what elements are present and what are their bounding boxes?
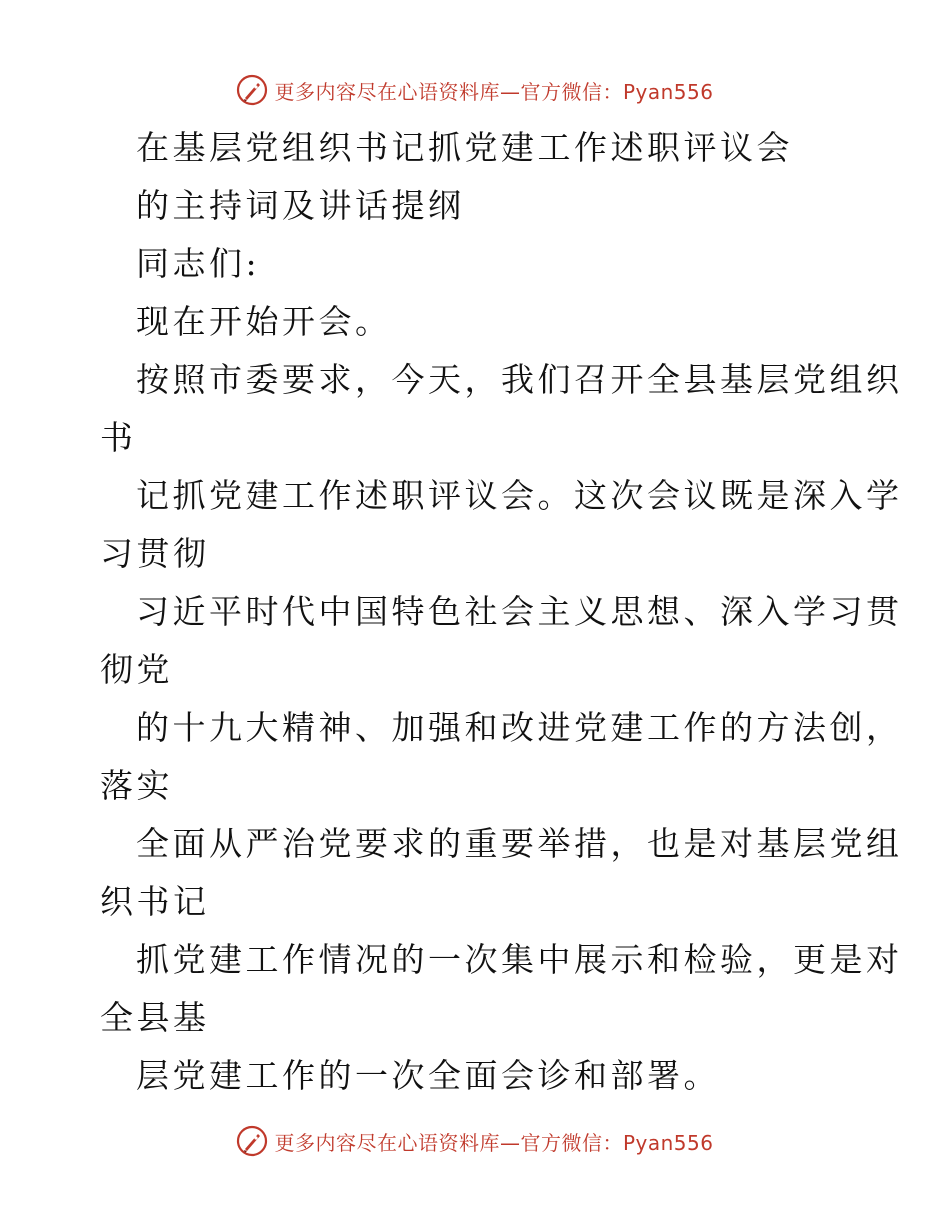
paragraph-line: 记抓党建工作述职评议会。这次会议既是深入学 — [136, 476, 903, 515]
paragraph-line: 全面从严治党要求的重要举措，也是对基层党组 — [136, 824, 903, 863]
paragraph-line: 全县基 — [100, 998, 210, 1037]
document-title-line-1: 在基层党组织书记抓党建工作述职评议会 — [136, 128, 793, 167]
paragraph-line: 织书记 — [100, 882, 210, 921]
paragraph-line: 习贯彻 — [100, 534, 210, 573]
paragraph-line: 抓党建工作情况的一次集中展示和检验，更是对 — [136, 940, 903, 979]
quill-pen-logo-icon — [236, 1125, 268, 1157]
paragraph-line: 书 — [100, 418, 137, 457]
document-title-line-2: 的主持词及讲话提纲 — [136, 186, 465, 225]
paragraph-line: 层党建工作的一次全面会诊和部署。 — [136, 1056, 720, 1095]
footer-banner — [0, 1121, 950, 1161]
salutation: 同志们: — [136, 244, 261, 283]
footer-banner-text: 更多内容尽在心语资料库—官方微信：Pyan556 — [274, 1130, 714, 1155]
paragraph-line: 落实 — [100, 766, 173, 805]
paragraph-line: 彻党 — [100, 650, 173, 689]
paragraph-line: 按照市委要求，今天，我们召开全县基层党组织 — [136, 360, 903, 399]
paragraph-line: 现在开始开会。 — [136, 302, 392, 341]
paragraph-line: 的十九大精神、加强和改进党建工作的方法创， — [136, 708, 903, 747]
paragraph-line: 习近平时代中国特色社会主义思想、深入学习贯 — [136, 592, 903, 631]
header-banner-text: 更多内容尽在心语资料库—官方微信：Pyan556 — [274, 79, 714, 104]
